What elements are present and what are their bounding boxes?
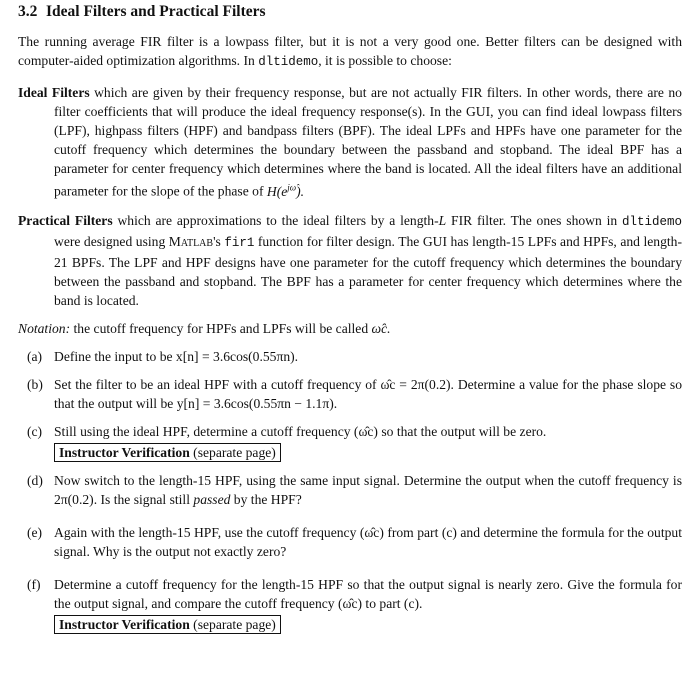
item-e-text: Again with the length-15 HPF, use the cutoff frequency (ω̂c) from part (c) and determine the formula for the output signal. Why is the output not exactly zero? — [54, 524, 682, 559]
code-dltidemo: dltidemo — [258, 55, 319, 69]
notation-line — [18, 319, 682, 338]
ideal-filters-term: Ideal Filters — [18, 85, 90, 100]
practical-text-5: function for filter design. The GUI has length-15 LPFs and HPFs, and length-21 BPFs. The LPF and HPF designs have one parameter for the cutoff frequency which determines the boundary between the passband and stopband. The BPF has a parameter for center frequency which determines where the band is located. — [54, 233, 682, 308]
code-dltidemo-2: dltidemo — [622, 214, 683, 229]
verification-rest-1: (separate page) — [189, 444, 276, 460]
item-c — [18, 422, 682, 441]
ideal-filters-definition — [18, 83, 682, 201]
document-page — [18, 2, 682, 634]
item-a — [18, 347, 682, 366]
instructor-verification-box-2 — [54, 615, 281, 634]
code-fir1: fir1 — [224, 235, 255, 250]
item-e-label: (e) — [27, 524, 43, 540]
ideal-filters-math: $H(e^{j\omegâ})$. — [266, 182, 305, 199]
matlab-name: Matlab — [168, 233, 214, 249]
practical-filters-term: Practical Filters — [18, 212, 113, 228]
ideal-filters-text: which are given by their frequency response, but are not actually FIR filters. In other words, there are no filter coefficients that will produce the ideal frequency response(s). In the GUI, you can find ideal lowpass filters (LPF), highpass filters (HPF) and bandpass filters (BPF). The ideal LPFs and HPFs have one parameter for the cutoff frequency which determines the boundary between the passband and stopband. The ideal BPF has a parameter for center frequency which determines where the band is located. All the ideal filters have an additional parameter for the slope of the phase of — [54, 85, 682, 199]
practical-text-2: FIR filter. The ones shown in — [446, 212, 622, 228]
item-b — [18, 375, 682, 413]
item-c-text: Still using the ideal HPF, determine a cutoff frequency (ω̂c) so that the output will be zero. — [54, 423, 547, 439]
instructor-verification-box-1 — [54, 443, 281, 462]
item-d-text-1: Now switch to the length-15 HPF, using the same input signal. Determine the output when the cutoff frequency is 2π(0.2). Is the signal still — [54, 472, 682, 507]
intro-text: The running average FIR filter is a lowpass filter, but it is not a very good one. Better filters can be designed with computer-aided optimization algorithms. In — [18, 34, 682, 68]
practical-text-4: 's — [213, 233, 225, 249]
intro-paragraph — [18, 32, 682, 72]
verification-rest-2: (separate page) — [189, 616, 276, 632]
cutoff-symbol: ω̂c. — [371, 320, 391, 336]
practical-text-1: which are approximations to the ideal filters by a length- — [112, 212, 439, 228]
practical-text-3: were designed using — [54, 233, 169, 249]
item-d-emphasis: passed — [193, 491, 231, 507]
intro-text-end: , it is possible to choose: — [318, 53, 452, 68]
section-title: Ideal Filters and Practical Filters — [46, 3, 266, 20]
item-b-text: Set the filter to be an ideal HPF with a cutoff frequency of ω̂c = 2π(0.2). Determine a value for the phase slope so that the output will be y[n] = 3.6cos(0.55πn − 1.1π). — [54, 376, 682, 411]
item-d — [18, 471, 682, 509]
notation-text: the cutoff frequency for HPFs and LPFs will be called — [70, 320, 372, 336]
verification-bold-2: Instructor Verification — [59, 616, 190, 632]
notation-label: Notation: — [18, 320, 71, 336]
section-heading — [18, 2, 682, 22]
item-a-text: Define the input to be x[n] = 3.6cos(0.55πn). — [54, 348, 299, 364]
section-number: 3.2 — [18, 3, 38, 20]
item-d-label: (d) — [27, 472, 43, 488]
item-f — [18, 575, 682, 613]
item-c-label: (c) — [27, 423, 43, 439]
item-b-label: (b) — [27, 376, 43, 392]
item-e — [18, 523, 682, 561]
item-d-text-2: by the HPF? — [230, 491, 302, 507]
length-symbol: L — [438, 212, 447, 228]
item-f-label: (f) — [27, 576, 41, 592]
item-a-label: (a) — [27, 348, 43, 364]
verification-bold-1: Instructor Verification — [59, 444, 190, 460]
item-f-text: Determine a cutoff frequency for the length-15 HPF so that the output signal is nearly zero. Give the formula for the output signal, and compare the cutoff frequency (ω̂c) to part (c). — [54, 576, 682, 611]
practical-filters-definition — [18, 211, 682, 310]
